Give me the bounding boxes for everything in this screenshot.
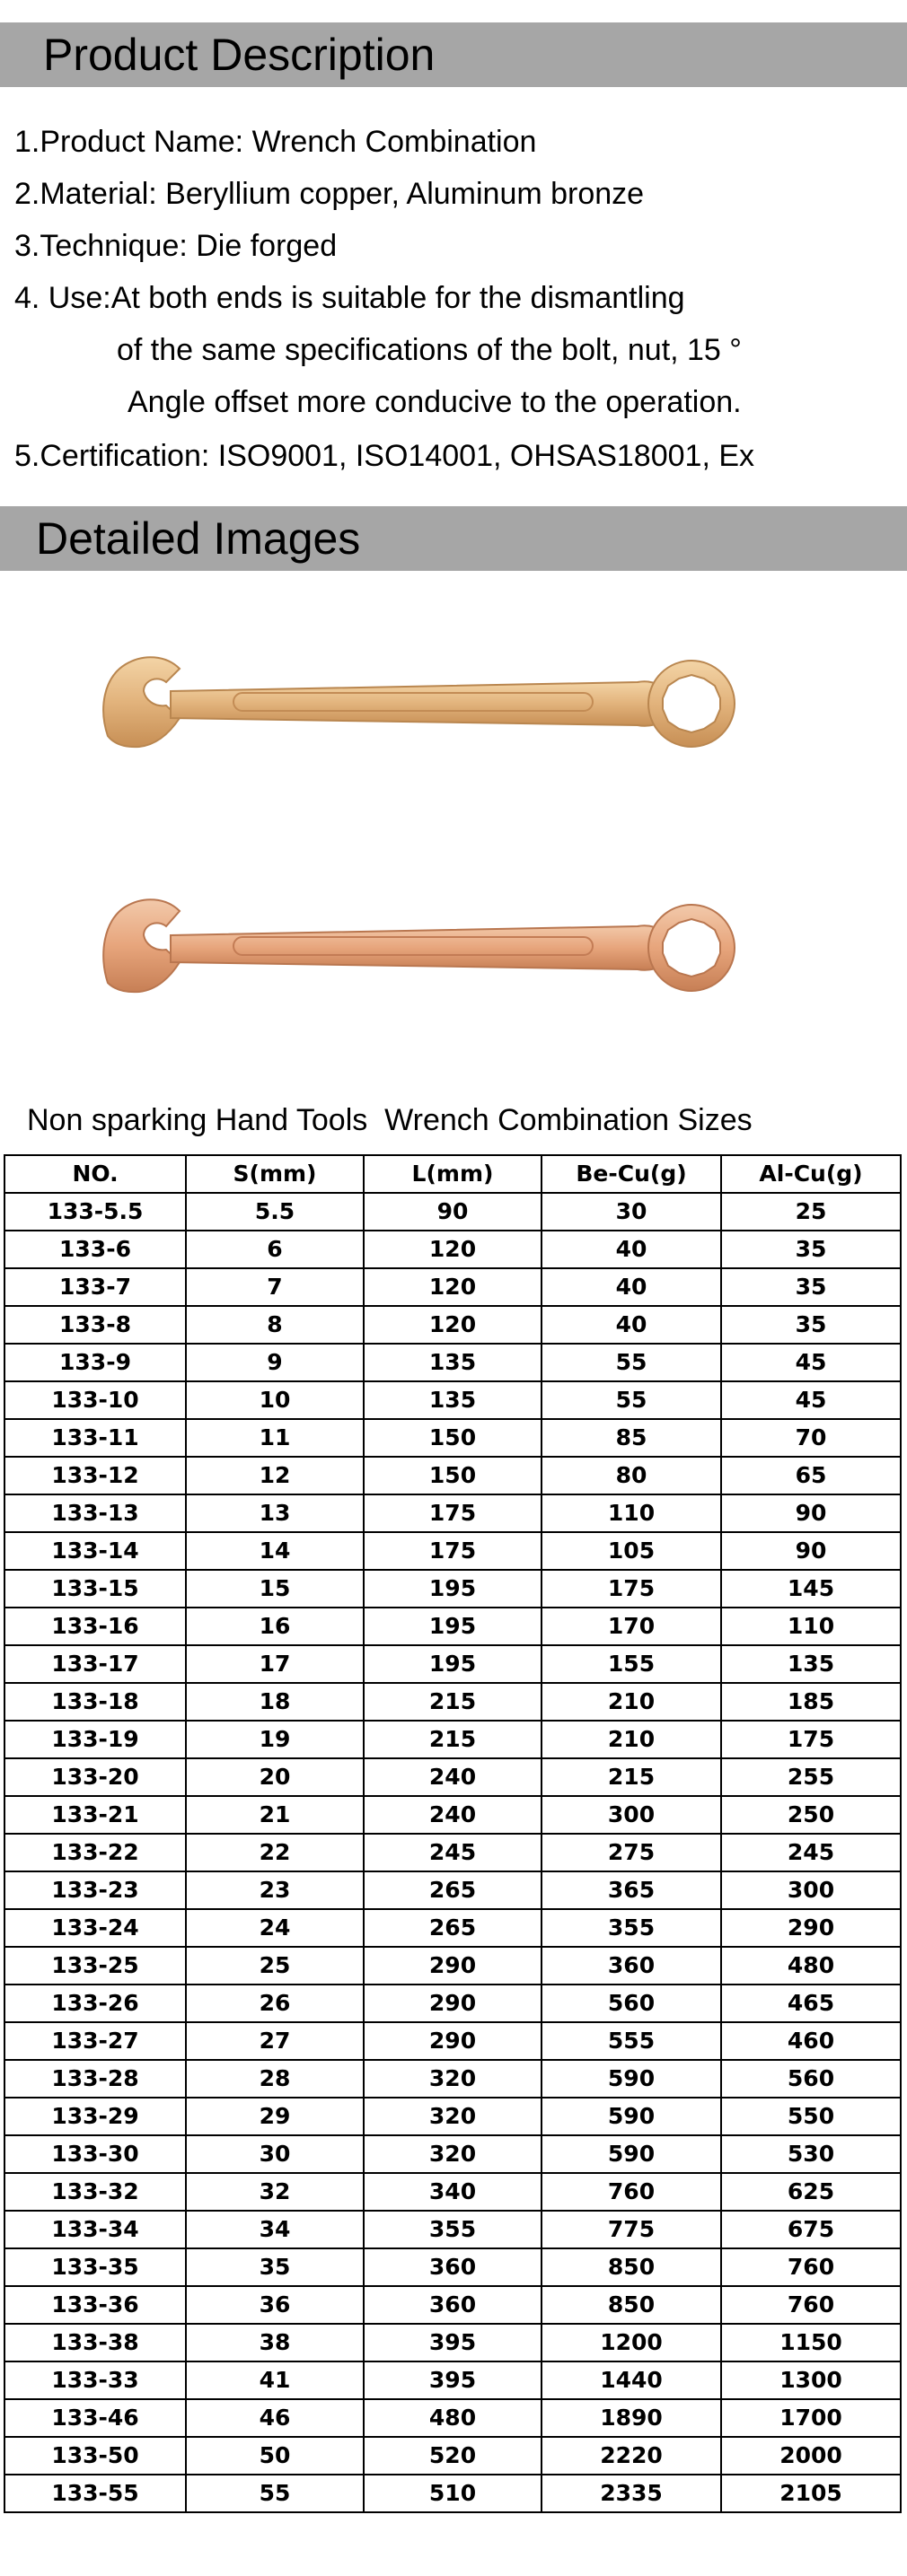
table-cell: 300 [542,1796,721,1834]
table-row [4,2098,901,2135]
table-cell: 290 [364,2022,542,2060]
desc-line-use-cont2: Angle offset more conducive to the operation. [128,385,742,419]
table-row [4,2022,901,2060]
desc-line-technique: 3.Technique: Die forged [14,229,338,263]
table-cell: 133-24 [4,1909,186,1947]
table-cell: 7 [186,1268,364,1306]
table-row [4,2211,901,2248]
table-cell: 133-21 [4,1796,186,1834]
desc-line-use: 4. Use:At both ends is suitable for the dismantling [14,281,685,315]
table-cell: 133-10 [4,1381,186,1419]
desc-line-certification: 5.Certification: ISO9001, ISO14001, OHSAS18001, Ex [14,439,755,473]
table-cell: 55 [542,1381,721,1419]
table-cell: 90 [721,1532,901,1570]
table-cell: 133-29 [4,2098,186,2135]
table-row [4,1570,901,1608]
product-description-banner [0,22,907,87]
table-cell: 133-50 [4,2437,186,2475]
table-cell: 46 [186,2399,364,2437]
table-row [4,1494,901,1532]
product-description-heading: Product Description [43,30,436,80]
table-row [4,1871,901,1909]
table-cell: 133-27 [4,2022,186,2060]
wrench-image-1 [90,628,754,781]
table-cell: 530 [721,2135,901,2173]
detailed-images-banner [0,506,907,571]
table-cell: 133-17 [4,1645,186,1683]
table-cell: 520 [364,2437,542,2475]
table-cell: 16 [186,1608,364,1645]
table-cell: 30 [542,1193,721,1231]
table-cell: 355 [364,2211,542,2248]
table-cell: 480 [721,1947,901,1985]
wrench-image-2 [90,871,754,1023]
table-cell: 23 [186,1871,364,1909]
table-cell: 133-32 [4,2173,186,2211]
table-cell: 105 [542,1532,721,1570]
table-cell: 395 [364,2361,542,2399]
table-cell: 590 [542,2060,721,2098]
table-cell: 45 [721,1381,901,1419]
table-cell: 12 [186,1457,364,1494]
table-row [4,1758,901,1796]
table-cell: 65 [721,1457,901,1494]
table-cell: 133-28 [4,2060,186,2098]
desc-line-name: 1.Product Name: Wrench Combination [14,125,537,159]
table-cell: 133-13 [4,1494,186,1532]
table-cell: 27 [186,2022,364,2060]
table-cell: 195 [364,1645,542,1683]
table-cell: 210 [542,1721,721,1758]
table-cell: 365 [542,1871,721,1909]
table-cell: 133-12 [4,1457,186,1494]
table-cell: 35 [721,1306,901,1344]
detailed-images-heading: Detailed Images [36,513,361,564]
table-cell: 133-26 [4,1985,186,2022]
table-cell: 275 [542,1834,721,1871]
table-cell: 40 [542,1306,721,1344]
table-cell: 2000 [721,2437,901,2475]
table-cell: 240 [364,1758,542,1796]
table-row [4,2361,901,2399]
table-cell: 265 [364,1909,542,1947]
table-row [4,1985,901,2022]
table-cell: 290 [364,1985,542,2022]
table-cell: 133-33 [4,2361,186,2399]
table-cell: 245 [721,1834,901,1871]
table-cell: 18 [186,1683,364,1721]
table-cell: 45 [721,1344,901,1381]
table-row [4,1306,901,1344]
table-cell: 133-15 [4,1570,186,1608]
wrench-illustration-1 [90,628,754,781]
table-cell: 290 [364,1947,542,1985]
table-row [4,1796,901,1834]
table-row [4,1834,901,1871]
table-row [4,2324,901,2361]
table-cell: 133-16 [4,1608,186,1645]
table-row [4,1683,901,1721]
column-header: Al-Cu(g) [721,1155,901,1193]
table-cell: 35 [721,1231,901,1268]
table-cell: 560 [542,1985,721,2022]
table-row [4,2399,901,2437]
column-header: Be-Cu(g) [542,1155,721,1193]
table-cell: 133-30 [4,2135,186,2173]
table-cell: 2335 [542,2475,721,2512]
table-cell: 590 [542,2098,721,2135]
table-cell: 133-34 [4,2211,186,2248]
table-cell: 34 [186,2211,364,2248]
table-cell: 11 [186,1419,364,1457]
table-row [4,1532,901,1570]
table-cell: 90 [364,1193,542,1231]
sizes-table [4,1154,902,2513]
column-header: L(mm) [364,1155,542,1193]
table-cell: 250 [721,1796,901,1834]
table-cell: 135 [721,1645,901,1683]
table-cell: 1300 [721,2361,901,2399]
table-cell: 760 [542,2173,721,2211]
table-row [4,2135,901,2173]
table-cell: 55 [542,1344,721,1381]
table-cell: 355 [542,1909,721,1947]
table-cell: 133-20 [4,1758,186,1796]
table-cell: 1440 [542,2361,721,2399]
table-cell: 38 [186,2324,364,2361]
table-cell: 14 [186,1532,364,1570]
table-cell: 215 [542,1758,721,1796]
table-cell: 155 [542,1645,721,1683]
table-row [4,1645,901,1683]
table-cell: 35 [186,2248,364,2286]
table-cell: 120 [364,1268,542,1306]
table-cell: 6 [186,1231,364,1268]
table-cell: 5.5 [186,1193,364,1231]
table-cell: 360 [542,1947,721,1985]
table-header-row [4,1155,901,1193]
table-cell: 550 [721,2098,901,2135]
column-header: S(mm) [186,1155,364,1193]
table-row [4,1457,901,1494]
table-cell: 9 [186,1344,364,1381]
table-cell: 21 [186,1796,364,1834]
table-cell: 25 [186,1947,364,1985]
table-cell: 8 [186,1306,364,1344]
table-cell: 20 [186,1758,364,1796]
table-cell: 265 [364,1871,542,1909]
table-cell: 50 [186,2437,364,2475]
table-cell: 300 [721,1871,901,1909]
table-cell: 40 [542,1231,721,1268]
table-cell: 215 [364,1683,542,1721]
table-row [4,1344,901,1381]
table-cell: 255 [721,1758,901,1796]
table-cell: 175 [364,1532,542,1570]
table-cell: 185 [721,1683,901,1721]
table-cell: 625 [721,2173,901,2211]
table-cell: 133-7 [4,1268,186,1306]
wrench-illustration-2 [90,871,754,1023]
table-cell: 150 [364,1457,542,1494]
column-header: NO. [4,1155,186,1193]
table-cell: 36 [186,2286,364,2324]
table-cell: 133-23 [4,1871,186,1909]
table-cell: 460 [721,2022,901,2060]
table-row [4,1381,901,1419]
table-cell: 360 [364,2248,542,2286]
table-cell: 145 [721,1570,901,1608]
table-cell: 133-19 [4,1721,186,1758]
table-row [4,1231,901,1268]
table-cell: 150 [364,1419,542,1457]
table-cell: 1700 [721,2399,901,2437]
table-cell: 245 [364,1834,542,1871]
table-cell: 133-14 [4,1532,186,1570]
table-cell: 2105 [721,2475,901,2512]
table-cell: 28 [186,2060,364,2098]
table-row [4,2286,901,2324]
table-cell: 1150 [721,2324,901,2361]
table-row [4,2060,901,2098]
table-cell: 170 [542,1608,721,1645]
desc-line-material: 2.Material: Beryllium copper, Aluminum bronze [14,177,645,211]
table-cell: 850 [542,2248,721,2286]
table-cell: 41 [186,2361,364,2399]
table-cell: 850 [542,2286,721,2324]
table-cell: 133-36 [4,2286,186,2324]
table-cell: 320 [364,2098,542,2135]
table-row [4,1947,901,1985]
table-cell: 13 [186,1494,364,1532]
table-cell: 133-25 [4,1947,186,1985]
table-cell: 133-38 [4,2324,186,2361]
table-row [4,1608,901,1645]
table-row [4,2248,901,2286]
table-cell: 320 [364,2060,542,2098]
table-body [4,1193,901,2512]
table-cell: 133-9 [4,1344,186,1381]
table-cell: 25 [721,1193,901,1231]
table-row [4,1268,901,1306]
table-cell: 133-46 [4,2399,186,2437]
table-cell: 19 [186,1721,364,1758]
table-cell: 30 [186,2135,364,2173]
table-cell: 15 [186,1570,364,1608]
table-cell: 29 [186,2098,364,2135]
table-cell: 32 [186,2173,364,2211]
table-row [4,2173,901,2211]
table-cell: 55 [186,2475,364,2512]
table-cell: 290 [721,1909,901,1947]
table-cell: 480 [364,2399,542,2437]
table-cell: 360 [364,2286,542,2324]
table-row [4,1419,901,1457]
table-cell: 395 [364,2324,542,2361]
table-cell: 1890 [542,2399,721,2437]
table-cell: 210 [542,1683,721,1721]
table-cell: 26 [186,1985,364,2022]
table-cell: 10 [186,1381,364,1419]
table-cell: 90 [721,1494,901,1532]
table-cell: 24 [186,1909,364,1947]
table-cell: 555 [542,2022,721,2060]
table-cell: 80 [542,1457,721,1494]
table-cell: 133-5.5 [4,1193,186,1231]
table-cell: 340 [364,2173,542,2211]
table-cell: 17 [186,1645,364,1683]
table-cell: 760 [721,2286,901,2324]
table-cell: 85 [542,1419,721,1457]
table-cell: 215 [364,1721,542,1758]
table-cell: 135 [364,1344,542,1381]
table-cell: 465 [721,1985,901,2022]
table-cell: 133-18 [4,1683,186,1721]
table-cell: 110 [542,1494,721,1532]
table-cell: 22 [186,1834,364,1871]
table-row [4,1909,901,1947]
table-cell: 175 [542,1570,721,1608]
table-cell: 70 [721,1419,901,1457]
table-cell: 240 [364,1796,542,1834]
table-row [4,2475,901,2512]
table-cell: 560 [721,2060,901,2098]
desc-line-use-cont1: of the same specifications of the bolt, nut, 15 ° [117,333,742,367]
table-cell: 133-55 [4,2475,186,2512]
table-cell: 590 [542,2135,721,2173]
table-cell: 510 [364,2475,542,2512]
table-cell: 40 [542,1268,721,1306]
table-cell: 775 [542,2211,721,2248]
table-cell: 195 [364,1608,542,1645]
table-cell: 175 [721,1721,901,1758]
table-cell: 135 [364,1381,542,1419]
table-cell: 1200 [542,2324,721,2361]
table-cell: 320 [364,2135,542,2173]
table-cell: 120 [364,1306,542,1344]
sizes-table-title: Non sparking Hand Tools Wrench Combination Sizes [27,1103,753,1137]
table-cell: 133-6 [4,1231,186,1268]
table-row [4,1193,901,1231]
table-cell: 133-11 [4,1419,186,1457]
table-cell: 675 [721,2211,901,2248]
table-cell: 760 [721,2248,901,2286]
table-cell: 35 [721,1268,901,1306]
table-cell: 175 [364,1494,542,1532]
table-cell: 120 [364,1231,542,1268]
table-cell: 195 [364,1570,542,1608]
table-cell: 133-8 [4,1306,186,1344]
table-row [4,2437,901,2475]
table-row [4,1721,901,1758]
table-cell: 133-35 [4,2248,186,2286]
table-cell: 2220 [542,2437,721,2475]
table-cell: 133-22 [4,1834,186,1871]
table-cell: 110 [721,1608,901,1645]
